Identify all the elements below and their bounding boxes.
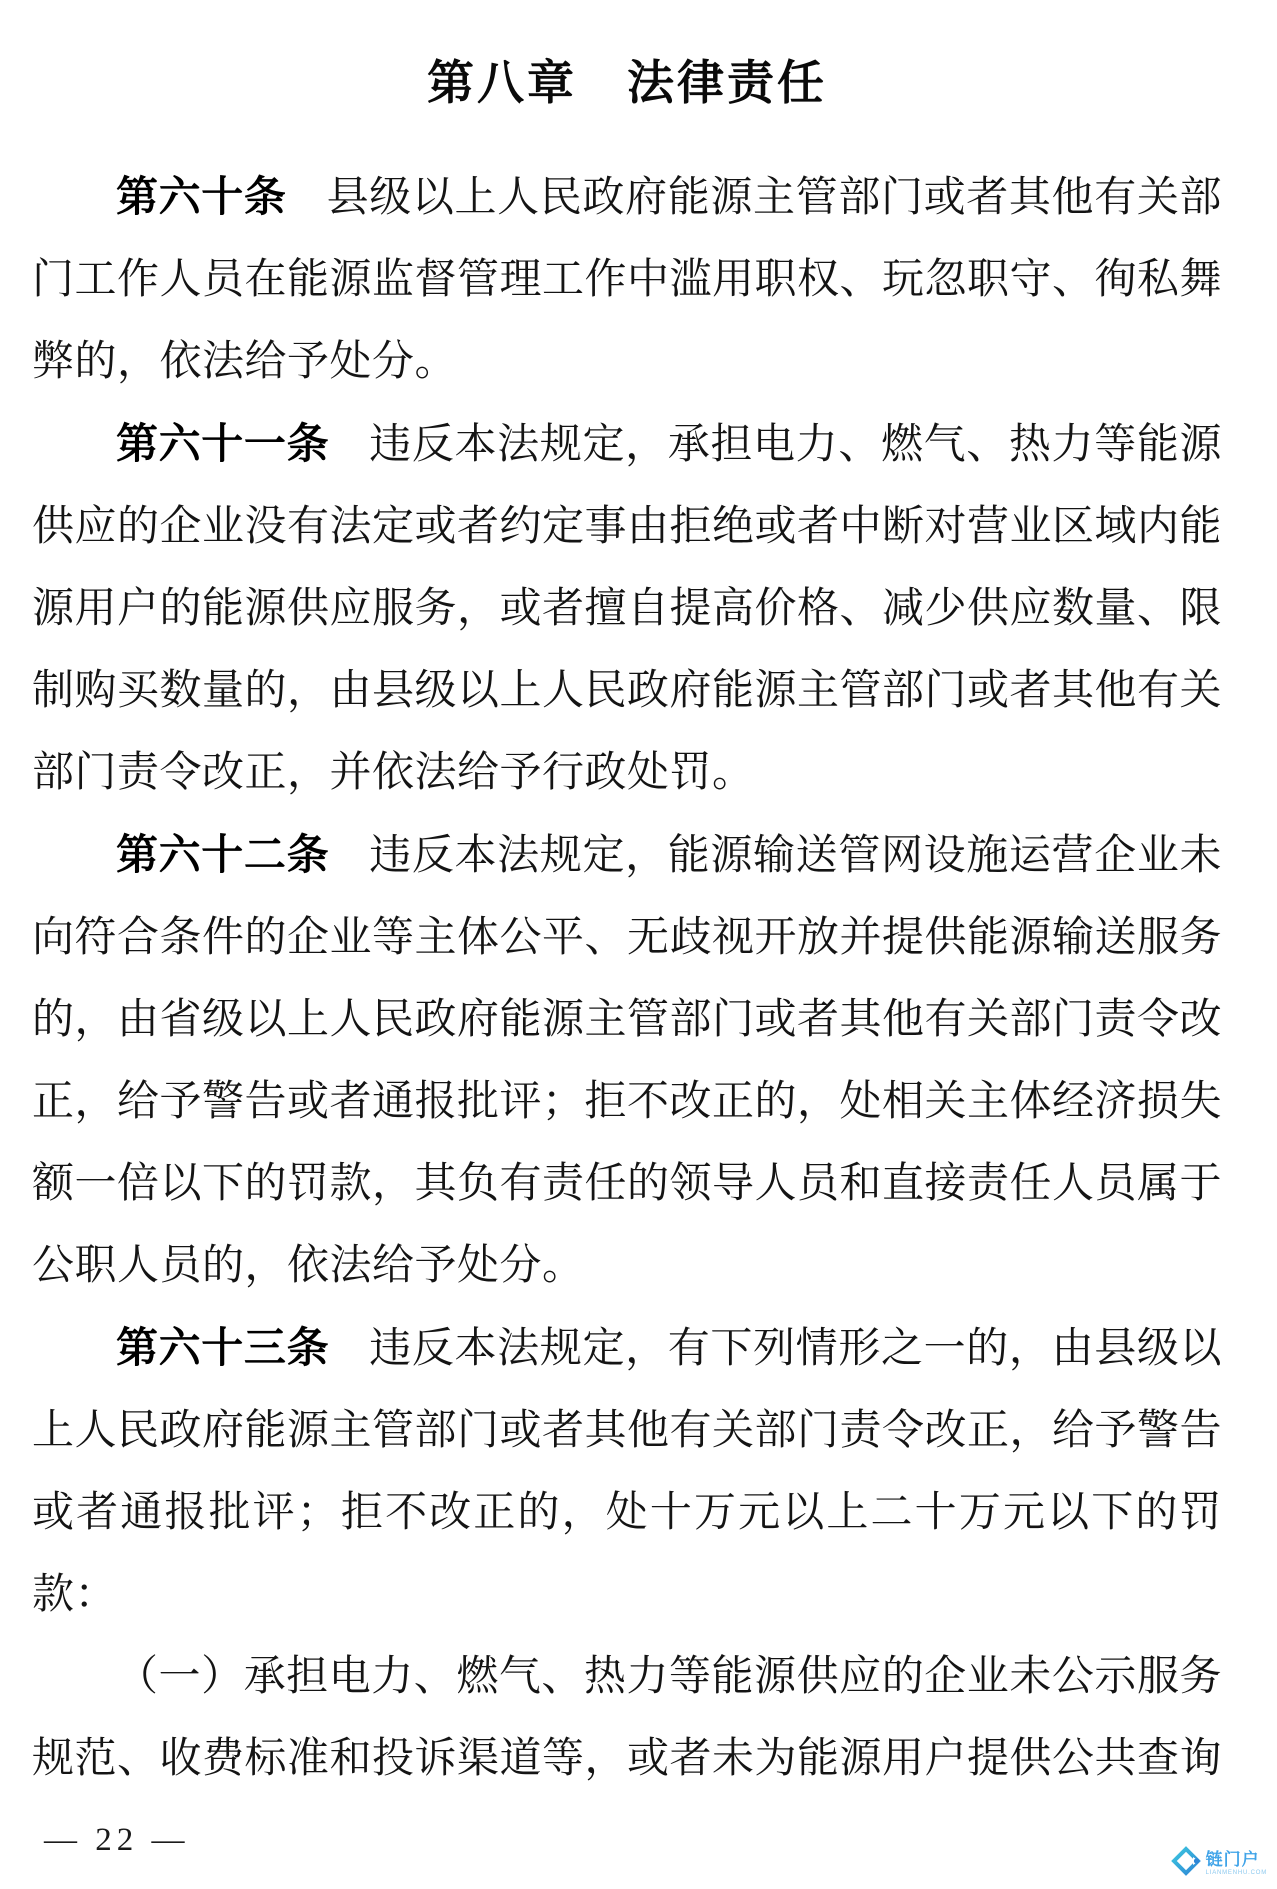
logo-name: 链门户 (1205, 1850, 1260, 1869)
logo-diamond-icon (1171, 1846, 1201, 1881)
article-63-item-1-text: （一）承担电力、燃气、热力等能源供应的企业未公示服务规范、收费标准和投诉渠道等，或者未为能源用户提供公共查询 (32, 1654, 1223, 1782)
article-63-paragraph (32, 1307, 1222, 1636)
logo-domain: LIANMENHU.COM (1205, 1870, 1267, 1876)
article-60-text: 县级以上人民政府能源主管部门或者其他有关部门工作人员在能源监督管理工作中滥用职权、玩忽职守、徇私舞弊的，依法给予处分。 (32, 175, 1223, 385)
lianmenhu-logo (1171, 1846, 1267, 1881)
article-63-item-1-paragraph (32, 1636, 1222, 1800)
article-62-text: 违反本法规定，能源输送管网设施运营企业未向符合条件的企业等主体公平、无歧视开放并提供能源输送服务的，由省级以上人民政府能源主管部门或者其他有关部门责令改正，给予警告或者通报批评；拒不改正的，处相关主体经济损失额一倍以下的罚款，其负有责任的领导人员和直接责任人员属于公职人员的，依法给予处分。 (32, 833, 1223, 1289)
article-60-paragraph (32, 156, 1222, 403)
article-62-number: 第六十二条 (116, 831, 330, 878)
page-number: — 22 — (44, 1822, 190, 1858)
article-61-number: 第六十一条 (116, 420, 330, 467)
article-61-text: 违反本法规定，承担电力、燃气、热力等能源供应的企业没有法定或者约定事由拒绝或者中断对营业区域内能源用户的能源供应服务，或者擅自提高价格、减少供应数量、限制购买数量的，由县级以上人民政府能源主管部门或者其他有关部门责令改正，并依法给予行政处罚。 (32, 422, 1223, 796)
article-63-number: 第六十三条 (116, 1324, 330, 1371)
logo-text-block (1206, 1851, 1267, 1876)
article-61-paragraph (32, 403, 1222, 814)
article-63-text: 违反本法规定，有下列情形之一的，由县级以上人民政府能源主管部门或者其他有关部门责令改正，给予警告或者通报批评；拒不改正的，处十万元以上二十万元以下的罚款： (32, 1326, 1223, 1618)
article-60-number: 第六十条 (116, 173, 287, 220)
chapter-title: 第八章 法律责任 (427, 58, 827, 110)
article-62-paragraph (32, 814, 1222, 1307)
